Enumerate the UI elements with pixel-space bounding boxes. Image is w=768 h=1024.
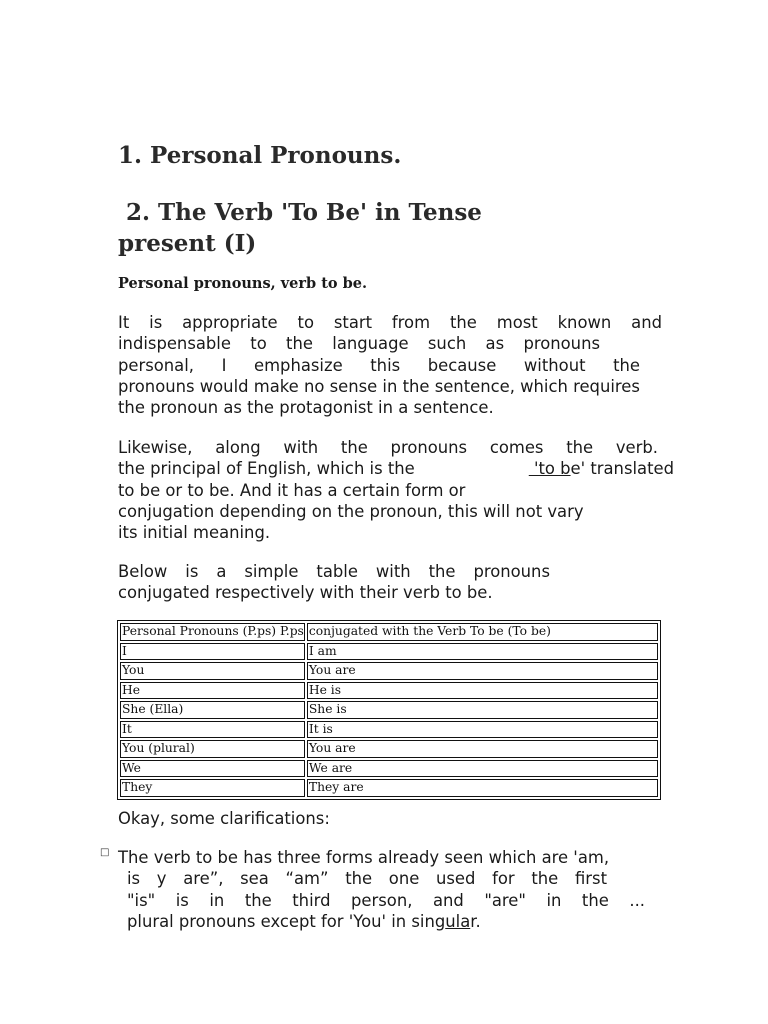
paragraph-line: to be or to be. And it has a certain form or [118,480,466,500]
paragraph-line: The verb to be has three forms already seen which are 'am, [118,848,610,867]
paragraph-line: pronouns would make no sense in the sentence, which requires [118,376,640,396]
pronoun-table [117,620,661,800]
table-row [120,701,658,719]
table-cell: You are [307,662,658,680]
table-cell: You are [307,740,658,758]
table-cell: I am [307,643,658,661]
table-cell: We [120,760,305,778]
heading-verb-to-be-line1: 2. The Verb 'To Be' in Tense [126,199,482,226]
subheading: Personal pronouns, verb to be. [118,275,368,292]
paragraph-text: plural pronouns except for 'You' in sing [127,911,446,931]
paragraph-line: the pronoun as the protagonist in a sentence. [118,398,494,418]
underlined-text: ula [445,911,471,931]
table-cell: He is [307,682,658,700]
table-header-cell: Personal Pronouns (P.ps) P.ps [120,623,305,641]
table-cell: They are [307,779,658,797]
paragraph-line: conjugated respectively with their verb to be. [118,583,493,603]
paragraph-line: indispensable to the language such as pronouns [118,334,600,354]
heading-personal-pronouns: 1. Personal Pronouns. [118,142,402,169]
paragraph-line: It is appropriate to start from the most known and [118,313,662,332]
paragraph-line [118,458,674,479]
paragraph-line: personal, I emphasize this because without the [118,355,640,375]
clarifications-bullet-paragraph [118,847,645,932]
table-row [120,662,658,680]
table-cell: It is [307,721,658,739]
table-cell: He [120,682,305,700]
heading-verb-to-be-line2: present (I) [118,230,257,257]
table-cell: They [120,779,305,797]
table-row [120,682,658,700]
table-cell: It [120,721,305,739]
table-header-row [120,623,658,641]
underlined-text: 'to b [528,459,571,479]
table-row [120,721,658,739]
paragraph-line: Likewise, along with the pronouns comes the verb. [118,438,658,457]
table-row [120,740,658,758]
table-row [120,760,658,778]
paragraph-likewise [118,437,674,543]
paragraph-table-intro [118,561,550,604]
paragraph-text: r. [470,911,481,931]
table-cell: She is [307,701,658,719]
paragraph-intro [118,312,662,418]
paragraph-line: conjugation depending on the pronoun, this will not vary [118,501,584,521]
table-row [120,643,658,661]
clarifications-intro: Okay, some clarifications: [118,809,330,828]
paragraph-text: e' translated [570,459,674,479]
paragraph-line: Below is a simple table with the pronouns [118,562,550,581]
table-cell: She (Ella) [120,701,305,719]
table-cell: We are [307,760,658,778]
bullet-box-icon: □ [100,847,110,858]
paragraph-line: is y are”, sea “am” the one used for the first [127,869,607,889]
paragraph-line: its initial meaning. [118,523,271,543]
paragraph-line: "is" is in the third person, and "are" in the ... [127,890,645,910]
table-cell: You (plural) [120,740,305,758]
paragraph-text: the principal of English, which is the [118,459,415,479]
table-row [120,779,658,797]
table-cell: I [120,643,305,661]
table-cell: You [120,662,305,680]
table-header-cell: conjugated with the Verb To be (To be) [307,623,658,641]
paragraph-line [118,911,645,932]
